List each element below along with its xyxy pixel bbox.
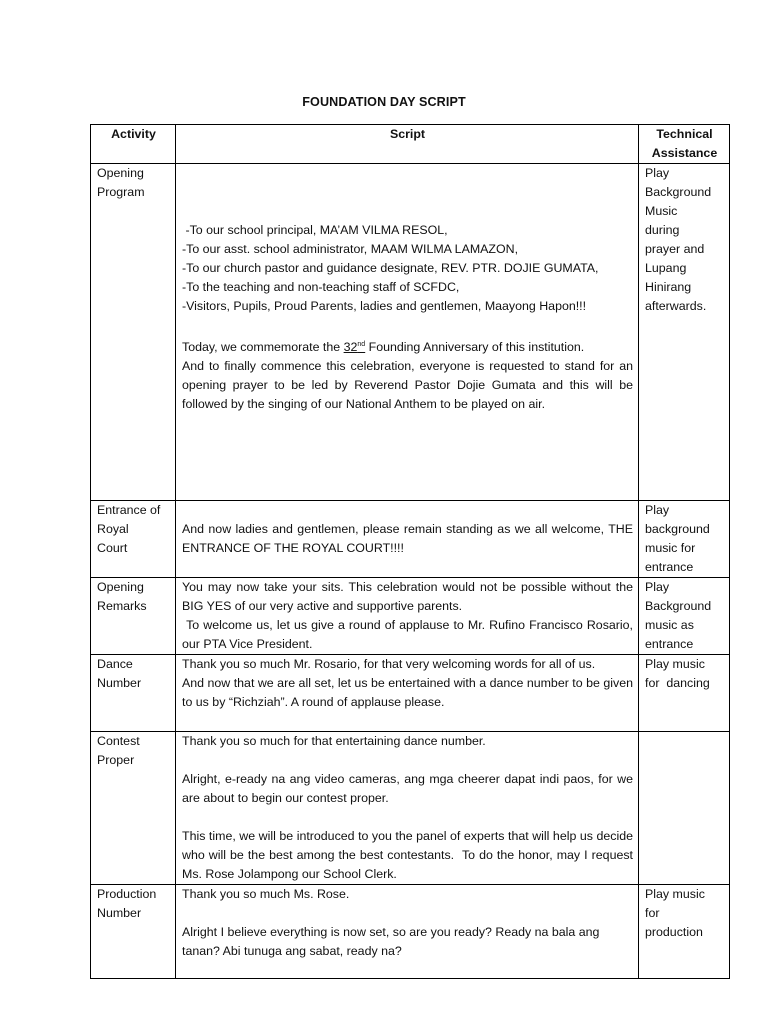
activity-line: Proper — [97, 753, 135, 767]
greeting-line: -To our church pastor and guidance designate, REV. PTR. DOJIE GUMATA, — [182, 261, 599, 275]
script-cell — [176, 732, 639, 885]
technical-line: during — [645, 223, 680, 237]
technical-cell — [639, 578, 730, 655]
technical-cell — [639, 885, 730, 979]
header-script: Script — [176, 125, 639, 164]
anniversary-prefix: Today, we commemorate the — [182, 340, 344, 354]
table-row — [91, 655, 730, 732]
activity-cell — [91, 655, 176, 732]
technical-line: music as — [645, 618, 694, 632]
technical-line: Background — [645, 185, 712, 199]
technical-line: prayer and — [645, 242, 705, 256]
activity-cell — [91, 885, 176, 979]
anniversary-number — [344, 340, 366, 354]
technical-line: Hinirang — [645, 280, 692, 294]
greeting-line: -To our school principal, MA’AM VILMA RESOL, — [182, 223, 448, 237]
technical-line: Play music — [645, 887, 705, 901]
script-paragraph: Alright I believe everything is now set, so are you ready? Ready na bala ang tanan? Abi tunuga ang sabat, ready na? — [182, 925, 600, 958]
anniversary-paragraph — [182, 335, 633, 357]
activity-line: Royal — [97, 522, 129, 536]
script-paragraph: You may now take your sits. This celebration would not be possible without the BIG YES of our very active and supportive parents. — [182, 580, 633, 613]
table-row — [91, 501, 730, 578]
script-cell — [176, 655, 639, 732]
activity-line: Opening — [97, 166, 144, 180]
technical-cell — [639, 655, 730, 732]
script-paragraph: Thank you so much Ms. Rose. — [182, 887, 350, 901]
anniversary-number-value: 32 — [343, 340, 358, 354]
activity-cell — [91, 732, 176, 885]
technical-line: background — [645, 522, 710, 536]
technical-line: entrance — [645, 560, 694, 574]
technical-line: music for — [645, 541, 696, 555]
activity-cell — [91, 164, 176, 501]
activity-line: Court — [97, 541, 128, 555]
script-paragraph: And now that we are all set, let us be entertained with a dance number to be given to us by “Richziah”. A round of applause please. — [182, 676, 633, 709]
script-cell — [176, 164, 639, 501]
script-table — [90, 124, 730, 979]
technical-line: for — [645, 906, 660, 920]
activity-line: Dance — [97, 657, 133, 671]
activity-line: Number — [97, 676, 142, 690]
technical-line: entrance — [645, 637, 694, 651]
script-paragraph: Alright, e-ready na ang video cameras, ang mga cheerer dapat indi paos, for we are about to begin our contest proper. — [182, 772, 633, 805]
technical-cell — [639, 501, 730, 578]
technical-line: Lupang — [645, 261, 687, 275]
header-activity: Activity — [91, 125, 176, 164]
activity-line: Production — [97, 887, 157, 901]
opening-closing-paragraph: And to finally commence this celebration, everyone is requested to stand for an opening prayer to be led by Reverend Pastor Dojie Gumata and this will be followed by the singing of our National Anthem to be played on air. — [182, 359, 633, 411]
activity-line: Remarks — [97, 599, 147, 613]
table-row — [91, 732, 730, 885]
activity-line: Number — [97, 906, 142, 920]
script-cell — [176, 885, 639, 979]
greeting-line: -Visitors, Pupils, Proud Parents, ladies and gentlemen, Maayong Hapon!!! — [182, 299, 587, 313]
script-cell — [176, 578, 639, 655]
greeting-line: -To our asst. school administrator, MAAM WILMA LAMAZON, — [182, 242, 519, 256]
header-technical-line2: Assistance — [651, 146, 718, 160]
script-paragraph: And now ladies and gentlemen, please remain standing as we all welcome, THE ENTRANCE OF THE ROYAL COURT!!!! — [182, 522, 633, 555]
table-row — [91, 885, 730, 979]
technical-cell — [639, 732, 730, 885]
technical-line: afterwards. — [645, 299, 707, 313]
anniversary-suffix: Founding Anniversary of this institution. — [365, 340, 585, 354]
header-technical-line1: Technical — [656, 127, 713, 141]
technical-line: Play — [645, 166, 670, 180]
script-paragraph: Thank you so much Mr. Rosario, for that very welcoming words for all of us. — [182, 657, 596, 671]
technical-line: production — [645, 925, 703, 939]
technical-cell — [639, 164, 730, 501]
technical-line: Play — [645, 503, 670, 517]
header-row — [91, 125, 730, 164]
activity-line: Entrance of — [97, 503, 161, 517]
technical-line: Music — [645, 204, 678, 218]
document-title: FOUNDATION DAY SCRIPT — [302, 95, 466, 109]
script-cell — [176, 501, 639, 578]
header-technical-assistance — [639, 125, 730, 164]
activity-cell — [91, 578, 176, 655]
activity-line: Program — [97, 185, 145, 199]
technical-line: Background — [645, 599, 712, 613]
greeting-line: -To the teaching and non-teaching staff of SCFDC, — [182, 280, 460, 294]
technical-line: for dancing — [645, 676, 710, 690]
script-paragraph: This time, we will be introduced to you the panel of experts that will help us decide who will be the best among the best contestants. To do the honor, may I request Ms. Rose Jolampong our School Clerk. — [182, 829, 637, 881]
table-row — [91, 164, 730, 501]
script-paragraph: Thank you so much for that entertaining dance number. — [182, 734, 486, 748]
technical-line: Play music — [645, 657, 705, 671]
script-paragraph: To welcome us, let us give a round of applause to Mr. Rufino Francisco Rosario, our PTA Vice President. — [182, 618, 637, 651]
table-row — [91, 578, 730, 655]
activity-line: Contest — [97, 734, 140, 748]
technical-line: Play — [645, 580, 670, 594]
activity-cell — [91, 501, 176, 578]
activity-line: Opening — [97, 580, 144, 594]
anniversary-ordinal: nd — [357, 341, 366, 348]
